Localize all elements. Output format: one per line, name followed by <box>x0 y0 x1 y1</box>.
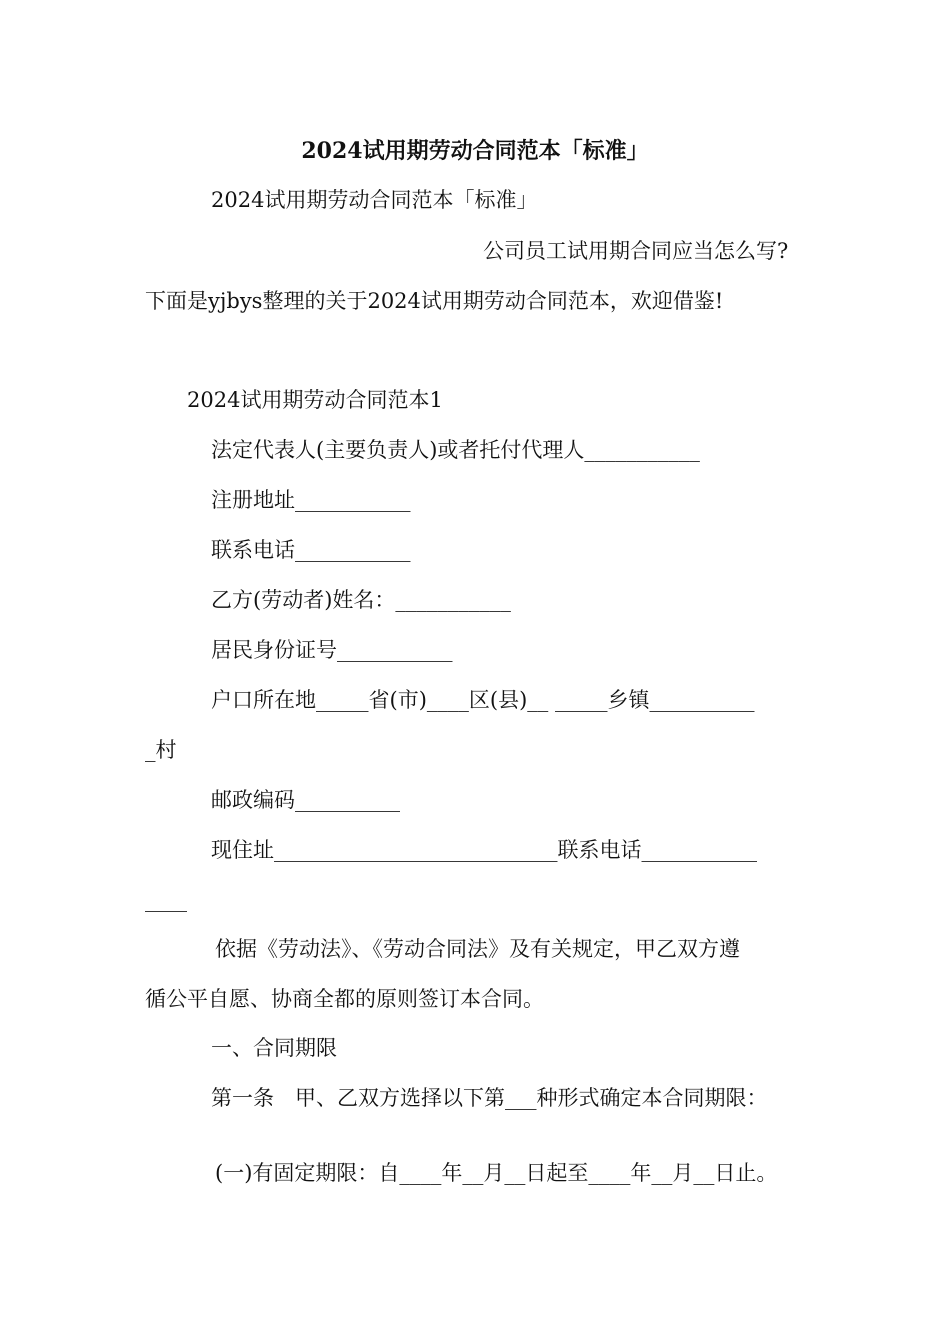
article-1: 第一条 甲、乙双方选择以下第___种形式确定本合同期限： <box>211 1086 768 1110</box>
field-reg-address: 注册地址___________ <box>211 488 411 512</box>
field-hukou-line-2: _村 <box>145 738 177 762</box>
field-contact-phone: 联系电话___________ <box>211 538 411 562</box>
field-id-number: 居民身份证号___________ <box>211 638 453 662</box>
section-heading: 2024试用期劳动合同范本1 <box>187 388 443 412</box>
field-postal-code: 邮政编码__________ <box>211 788 400 812</box>
field-legal-rep: 法定代表人(主要负责人)或者托付代理人___________ <box>211 438 700 462</box>
subtitle: 2024试用期劳动合同范本「标准」 <box>211 188 538 212</box>
intro-line-1: 公司员工试用期合同应当怎么写? <box>483 239 789 263</box>
field-party-b-name: 乙方(劳动者)姓名：___________ <box>211 588 511 612</box>
field-hukou-line-1: 户口所在地_____省(市)____区(县)__ _____乡镇__________ <box>211 688 755 712</box>
chapter-heading: 一、合同期限 <box>211 1036 337 1060</box>
document-title: 2024试用期劳动合同范本「标准」 <box>301 138 649 164</box>
field-current-address-line-1: 现住址___________________________联系电话___________ <box>211 838 757 862</box>
option-1: (一)有固定期限：自____年__月__日起至____年__月__日止。 <box>215 1161 778 1185</box>
basis-line-2: 循公平自愿、协商全都的原则签订本合同。 <box>145 987 544 1011</box>
basis-line-1: 依据《劳动法》、《劳动合同法》及有关规定，甲乙双方遵 <box>215 937 740 961</box>
intro-line-2: 下面是yjbys整理的关于2024试用期劳动合同范本，欢迎借鉴! <box>145 289 724 313</box>
field-current-address-line-2: ____ <box>145 888 187 912</box>
